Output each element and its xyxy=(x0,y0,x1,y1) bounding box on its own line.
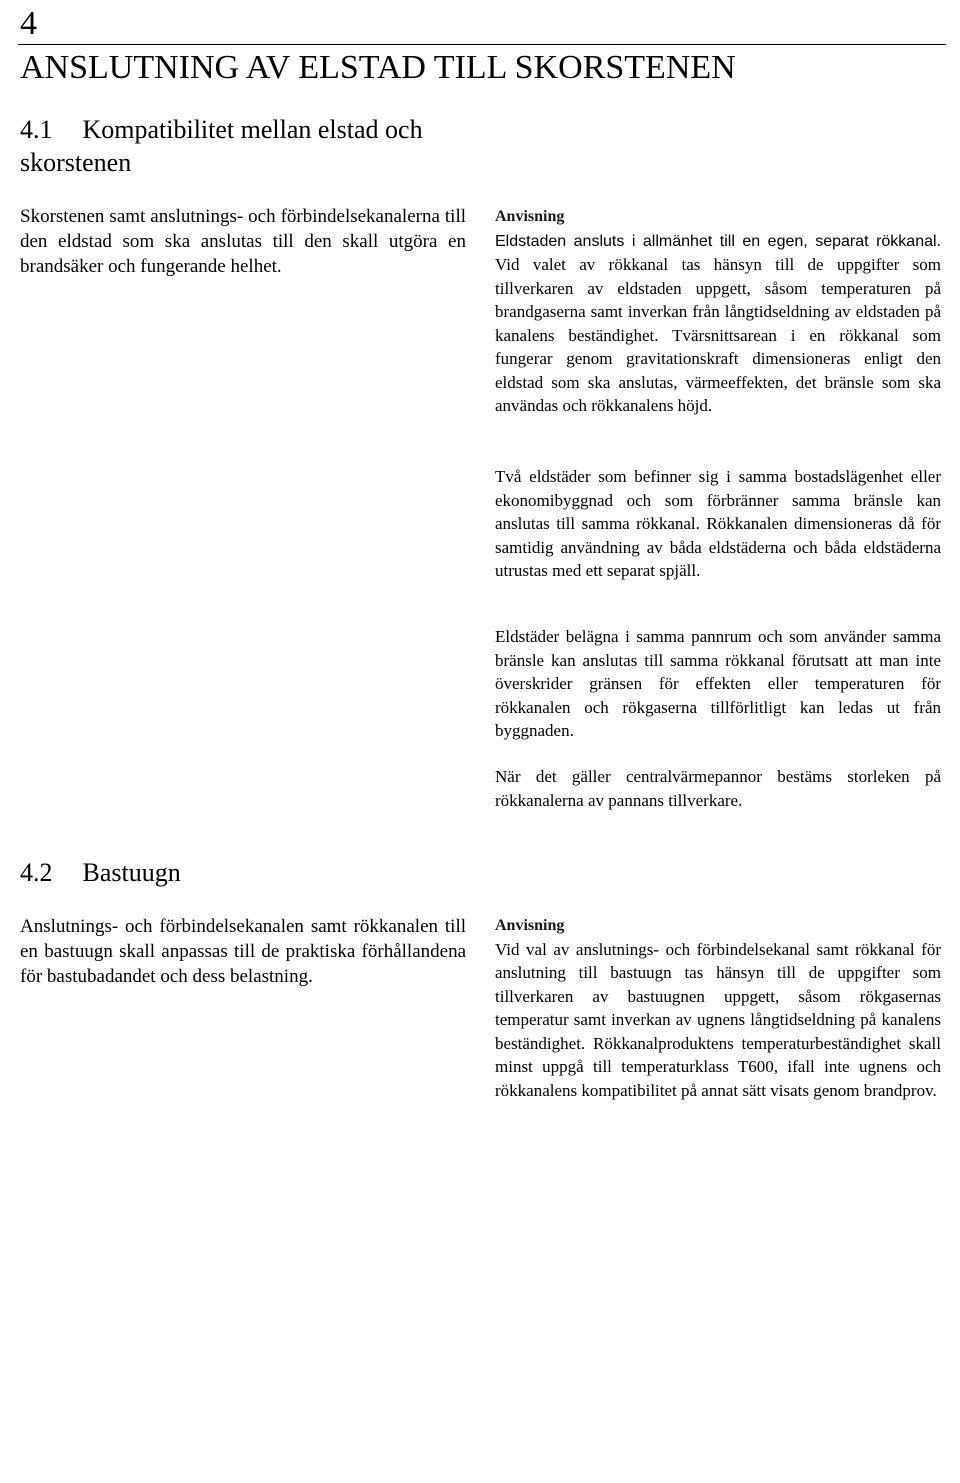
section-4-2-heading xyxy=(20,856,480,889)
paragraph-central-heating: När det gäller centralvärmepannor bestäms storleken på rökkanalerna av pannans tillverkare. xyxy=(495,767,941,810)
paragraph-two-fireplaces: Två eldstäder som befinner sig i samma bostadslägenhet eller ekonomibyggnad och som förbränner samma bränsle kan anslutas till samma rökkanal. Rökkanalen dimensioneras då för samtidig användning av båda eldstäderna och båda eldstäderna utrustas med ett separat spjäll. xyxy=(495,467,941,580)
paragraph-boiler-room: Eldstäder belägna i samma pannrum och som använder samma bränsle kan anslutas till samma rökkanal förutsatt att man inte överskrider gränsen för effekten eller temperaturen för rökkanalen och rökgaserna tillförlitligt kan ledas ut från byggnaden. xyxy=(495,627,941,740)
chapter-rule xyxy=(18,44,946,45)
guidance-text: Vid valet av rökkanal tas hänsyn till de uppgifter som tillverkaren av eldstaden uppgett, såsom temperaturen på brandgaserna samt inverkan från långtidseldning av eldstaden på kanalens beständighet. Tvärsnittsarean i en rökkanal som fungerar genom gravitationskraft dimensioneras enligt den eldstad som ska anslutas, värmeeffekten, det bränsle som ska användas och rökkanalens höjd. xyxy=(495,255,941,415)
section-4-1-body: Skorstenen samt anslutnings- och förbindelsekanalerna till den eldstad som ska anslutas till den skall utgöra en brandsäker och fungerande helhet. xyxy=(20,206,466,277)
section-4-1-guidance xyxy=(495,205,941,418)
section-4-2-number: 4.2 xyxy=(20,858,53,887)
section-4-1-number: 4.1 xyxy=(20,115,53,144)
guidance-label: Anvisning xyxy=(495,208,565,225)
section-4-2-title: Bastuugn xyxy=(82,858,181,887)
guidance-label: Anvisning xyxy=(495,917,565,934)
section-4-1-heading xyxy=(20,113,480,179)
chapter-title: ANSLUTNING AV ELSTAD TILL SKORSTENEN xyxy=(20,49,736,86)
section-4-2-body: Anslutnings- och förbindelsekanalen samt rökkanalen till en bastuugn skall anpassas till de praktiska förhållandena för bastubadandet och dess belastning. xyxy=(20,916,466,987)
chapter-number: 4 xyxy=(20,5,37,42)
section-4-2-guidance xyxy=(495,914,941,1102)
guidance-text: Vid val av anslutnings- och förbindelsekanal samt rökkanal för anslutning till bastuugn tas hänsyn till de uppgifter som tillverkaren av bastuugnen uppgett, såsom rökgasernas temperatur samt inverkan av ugnens långtidseldning på kanalens beständighet. Rökkanalproduktens temperaturbeständighet skall minst uppgå till temperaturklass T600, ifall inte ugnens och rökkanalens kompatibilitet på annat sätt visats genom brandprov. xyxy=(495,939,941,1100)
section-4-1-title: Kompatibilitet mellan elstad och skorstenen xyxy=(20,115,423,177)
guidance-intro: Eldstaden ansluts i allmänhet till en egen, separat rökkanal. xyxy=(495,232,941,250)
